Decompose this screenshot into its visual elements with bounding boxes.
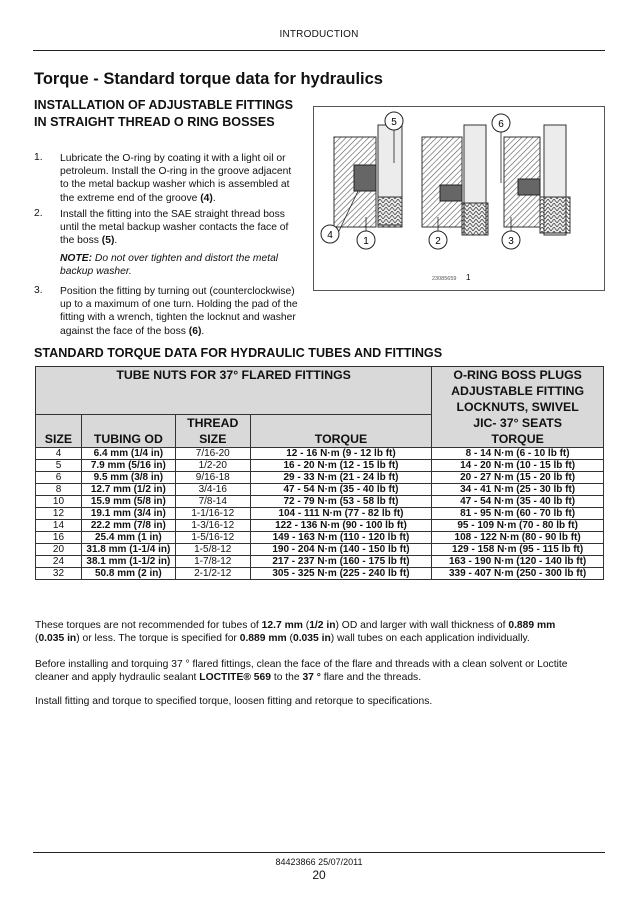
boss-2-left bbox=[422, 137, 462, 227]
cell-size: 14 bbox=[36, 520, 82, 532]
cell-torque-oring: 108 - 122 N·m (80 - 90 lb ft) bbox=[432, 532, 604, 544]
cell-thread-size: 1-5/8-12 bbox=[175, 544, 250, 556]
cell-thread-size: 1-7/8-12 bbox=[175, 556, 250, 568]
cell-thread-size: 1-5/16-12 bbox=[175, 532, 250, 544]
cell-thread-size: 3/4-16 bbox=[175, 484, 250, 496]
cell-torque-flared: 12 - 16 N·m (9 - 12 lb ft) bbox=[250, 448, 432, 460]
cell-torque-oring: 47 - 54 N·m (35 - 40 lb ft) bbox=[432, 496, 604, 508]
svg-text:2: 2 bbox=[435, 236, 441, 247]
header-rule bbox=[33, 50, 605, 51]
paragraph-cleaning: Before installing and torquing 37 ° flared fittings, clean the face of the flare and threads with a clean solvent or Loctite cleaner and apply hydraulic sealant LOCTITE® 569 to the 37 ° flare and the threads. bbox=[35, 659, 568, 684]
cell-tubing-od: 50.8 mm (2 in) bbox=[81, 568, 175, 580]
step-text: Position the fitting by turning out (counterclockwise) up to a maximum of one turn. Holding the pad of the fitting with a wrench, tighten the locknut and washer against the face of the boss (6). bbox=[60, 286, 298, 337]
subsection-heading-line2: IN STRAIGHT THREAD O RING BOSSES bbox=[34, 115, 275, 129]
cell-tubing-od: 22.2 mm (7/8 in) bbox=[81, 520, 175, 532]
cell-thread-size: 1/2-20 bbox=[175, 460, 250, 472]
table-row bbox=[36, 484, 604, 496]
cell-torque-oring: 95 - 109 N·m (70 - 80 lb ft) bbox=[432, 520, 604, 532]
cell-torque-oring: 20 - 27 N·m (15 - 20 lb ft) bbox=[432, 472, 604, 484]
cell-torque-flared: 190 - 204 N·m (140 - 150 lb ft) bbox=[250, 544, 432, 556]
cell-torque-oring: 14 - 20 N·m (10 - 15 lb ft) bbox=[432, 460, 604, 472]
figure-code: 23085659 bbox=[432, 276, 457, 282]
cell-thread-size: 1-1/16-12 bbox=[175, 508, 250, 520]
cell-thread-size: 7/16-20 bbox=[175, 448, 250, 460]
cell-torque-oring: 129 - 158 N·m (95 - 115 lb ft) bbox=[432, 544, 604, 556]
cell-torque-oring: 163 - 190 N·m (120 - 140 lb ft) bbox=[432, 556, 604, 568]
footer-document-code: 84423866 25/07/2011 bbox=[275, 857, 363, 867]
cell-size: 4 bbox=[36, 448, 82, 460]
cell-thread-size: 9/16-18 bbox=[175, 472, 250, 484]
svg-text:5: 5 bbox=[391, 117, 397, 128]
table-row bbox=[36, 520, 604, 532]
cell-torque-flared: 149 - 163 N·m (110 - 120 lb ft) bbox=[250, 532, 432, 544]
figure-number: 1 bbox=[466, 273, 471, 282]
cell-torque-flared: 47 - 54 N·m (35 - 40 lb ft) bbox=[250, 484, 432, 496]
svg-text:1: 1 bbox=[363, 236, 369, 247]
cell-size: 24 bbox=[36, 556, 82, 568]
column-header-size: SIZE bbox=[36, 415, 82, 448]
cell-size: 5 bbox=[36, 460, 82, 472]
cell-tubing-od: 15.9 mm (5/8 in) bbox=[81, 496, 175, 508]
cell-torque-oring: 339 - 407 N·m (250 - 300 lb ft) bbox=[432, 568, 604, 580]
svg-text:3: 3 bbox=[508, 236, 514, 247]
table-row bbox=[36, 472, 604, 484]
step-number: 1. bbox=[34, 152, 43, 163]
cell-torque-flared: 16 - 20 N·m (12 - 15 lb ft) bbox=[250, 460, 432, 472]
column-header-torque-right: TORQUE bbox=[491, 432, 544, 446]
cell-tubing-od: 6.4 mm (1/4 in) bbox=[81, 448, 175, 460]
table-row bbox=[36, 496, 604, 508]
group-header-flared: TUBE NUTS FOR 37° FLARED FITTINGS bbox=[36, 367, 432, 415]
cell-thread-size: 7/8-14 bbox=[175, 496, 250, 508]
cell-torque-oring: 8 - 14 N·m (6 - 10 lb ft) bbox=[432, 448, 604, 460]
cell-tubing-od: 19.1 mm (3/4 in) bbox=[81, 508, 175, 520]
o-ring-1 bbox=[354, 165, 376, 191]
fitting-installation-figure bbox=[313, 106, 605, 291]
cell-thread-size: 1-3/16-12 bbox=[175, 520, 250, 532]
table-row bbox=[36, 508, 604, 520]
cell-torque-oring: 81 - 95 N·m (60 - 70 lb ft) bbox=[432, 508, 604, 520]
note bbox=[60, 252, 303, 278]
note-text-line1: Do not over tighten and distort the metal bbox=[94, 253, 279, 264]
note-text-line2: backup washer. bbox=[60, 266, 132, 278]
cell-thread-size: 2-1/2-12 bbox=[175, 568, 250, 580]
paragraph-install: Install fitting and torque to specified torque, loosen fitting and retorque to specifications. bbox=[35, 696, 433, 707]
cell-torque-flared: 29 - 33 N·m (21 - 24 lb ft) bbox=[250, 472, 432, 484]
cell-tubing-od: 25.4 mm (1 in) bbox=[81, 532, 175, 544]
table-row bbox=[36, 544, 604, 556]
cell-torque-flared: 72 - 79 N·m (53 - 58 lb ft) bbox=[250, 496, 432, 508]
step-text: Lubricate the O-ring by coating it with a light oil or petroleum. Install the O-ring in the groove adjacent to the metal backup washer which is assembled at the extreme end of the groove (4). bbox=[60, 153, 292, 204]
cell-tubing-od: 38.1 mm (1-1/2 in) bbox=[81, 556, 175, 568]
table-row bbox=[36, 460, 604, 472]
step-number: 3. bbox=[34, 285, 43, 296]
cell-torque-flared: 305 - 325 N·m (225 - 240 lb ft) bbox=[250, 568, 432, 580]
cell-size: 20 bbox=[36, 544, 82, 556]
table-heading: STANDARD TORQUE DATA FOR HYDRAULIC TUBES AND FITTINGS bbox=[34, 346, 443, 360]
page-number: 20 bbox=[312, 868, 326, 882]
cell-size: 16 bbox=[36, 532, 82, 544]
cell-tubing-od: 9.5 mm (3/8 in) bbox=[81, 472, 175, 484]
column-header-torque: TORQUE bbox=[250, 415, 432, 448]
note-label: NOTE: bbox=[60, 253, 93, 264]
cell-tubing-od: 7.9 mm (5/16 in) bbox=[81, 460, 175, 472]
cell-torque-oring: 34 - 41 N·m (25 - 30 lb ft) bbox=[432, 484, 604, 496]
step-text: Install the fitting into the SAE straight thread boss until the metal backup washer contacts the face of the boss (5). bbox=[60, 209, 289, 247]
paragraph-wall-thickness: These torques are not recommended for tubes of 12.7 mm (1/2 in) OD and larger with wall thickness of 0.889 mm (0.035 in) or less. The torque is specified for 0.889 mm (0.035 in) wall tubes on each application individually. bbox=[35, 620, 556, 645]
cell-size: 32 bbox=[36, 568, 82, 580]
cell-size: 6 bbox=[36, 472, 82, 484]
cell-size: 10 bbox=[36, 496, 82, 508]
table-row bbox=[36, 448, 604, 460]
running-header: INTRODUCTION bbox=[279, 29, 359, 40]
cell-tubing-od: 31.8 mm (1-1/4 in) bbox=[81, 544, 175, 556]
cell-torque-flared: 104 - 111 N·m (77 - 82 lb ft) bbox=[250, 508, 432, 520]
cell-size: 12 bbox=[36, 508, 82, 520]
group-header-oring: O-RING BOSS PLUGS ADJUSTABLE FITTING LOCKNUTS, SWIVEL JIC- 37° SEATS TORQUE bbox=[432, 367, 604, 448]
table-row bbox=[36, 568, 604, 580]
cell-tubing-od: 12.7 mm (1/2 in) bbox=[81, 484, 175, 496]
torque-table bbox=[35, 366, 604, 580]
footer-rule bbox=[33, 852, 605, 853]
cell-torque-flared: 217 - 237 N·m (160 - 175 lb ft) bbox=[250, 556, 432, 568]
section-title: Torque - Standard torque data for hydraulics bbox=[34, 70, 383, 88]
svg-text:6: 6 bbox=[498, 119, 504, 130]
cell-torque-flared: 122 - 136 N·m (90 - 100 lb ft) bbox=[250, 520, 432, 532]
svg-text:4: 4 bbox=[327, 230, 333, 241]
column-header-tubing-od: TUBING OD bbox=[81, 415, 175, 448]
step-number: 2. bbox=[34, 208, 43, 219]
cell-size: 8 bbox=[36, 484, 82, 496]
table-row bbox=[36, 532, 604, 544]
table-row bbox=[36, 556, 604, 568]
column-header-thread-size: THREAD SIZE bbox=[175, 415, 250, 448]
subsection-heading-line1: INSTALLATION OF ADJUSTABLE FITTINGS bbox=[34, 98, 294, 112]
fitting-diagram bbox=[314, 107, 604, 290]
